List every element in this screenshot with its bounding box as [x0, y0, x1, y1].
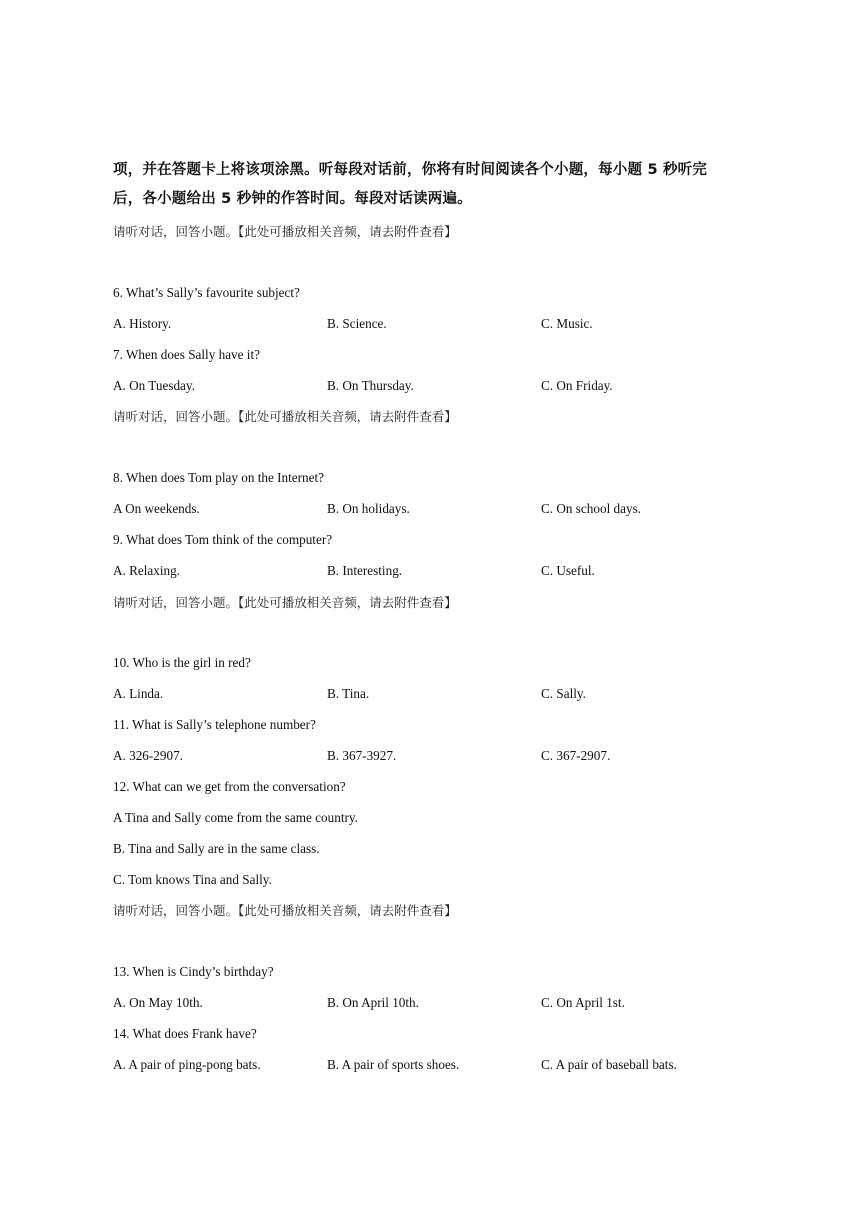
audio-note: 请听对话，回答小题。【此处可播放相关音频，请去附件查看】 [113, 224, 457, 239]
option-b: B. Tina and Sally are in the same class. [113, 841, 320, 856]
audio-note: 请听对话，回答小题。【此处可播放相关音频，请去附件查看】 [113, 903, 457, 918]
option-b: B. Tina. [327, 686, 370, 701]
question-13: 13. When is Cindy’s birthday? [113, 964, 274, 979]
option-b: B. On Thursday. [327, 378, 414, 393]
question-12: 12. What can we get from the conversation? [113, 779, 346, 794]
option-b: B. Interesting. [327, 563, 403, 578]
question-9: 9. What does Tom think of the computer? [113, 532, 333, 547]
option-c: C. Useful. [541, 563, 595, 578]
instruction-line-1: 项，并在答题卡上将该项涂黑。听每段对话前，你将有时间阅读各个小题，每小题 5 秒听完 [113, 162, 708, 178]
option-c: C. Tom knows Tina and Sally. [113, 872, 272, 887]
option-b: B. 367-3927. [327, 748, 397, 763]
option-c: C. On April 1st. [541, 995, 625, 1010]
question-7: 7. When does Sally have it? [113, 347, 260, 362]
option-b: B. On April 10th. [327, 995, 419, 1010]
option-c: C. A pair of baseball bats. [541, 1057, 677, 1072]
option-a: A. On May 10th. [113, 995, 203, 1010]
audio-note: 请听对话，回答小题。【此处可播放相关音频，请去附件查看】 [113, 409, 457, 424]
option-a: A Tina and Sally come from the same country. [113, 810, 358, 825]
question-10: 10. Who is the girl in red? [113, 655, 251, 670]
option-c: C. Sally. [541, 686, 586, 701]
option-a: A. Relaxing. [113, 563, 181, 578]
question-14: 14. What does Frank have? [113, 1026, 257, 1041]
option-c: C. On Friday. [541, 378, 613, 393]
option-a: A. On Tuesday. [113, 378, 195, 393]
option-a: A. Linda. [113, 686, 164, 701]
option-b: B. Science. [327, 316, 387, 331]
option-c: C. On school days. [541, 501, 642, 516]
audio-note: 请听对话，回答小题。【此处可播放相关音频，请去附件查看】 [113, 595, 457, 610]
question-8: 8. When does Tom play on the Internet? [113, 470, 324, 485]
question-11: 11. What is Sally’s telephone number? [113, 717, 316, 732]
option-c: C. 367-2907. [541, 748, 611, 763]
option-a: A. History. [113, 316, 172, 331]
option-c: C. Music. [541, 316, 593, 331]
instruction-line-2: 后，各小题给出 5 秒钟的作答时间。每段对话读两遍。 [113, 191, 472, 207]
question-6: 6. What’s Sally’s favourite subject? [113, 285, 300, 300]
option-a: A On weekends. [113, 501, 200, 516]
option-a: A. 326-2907. [113, 748, 183, 763]
option-b: B. A pair of sports shoes. [327, 1057, 460, 1072]
option-a: A. A pair of ping-pong bats. [113, 1057, 261, 1072]
section-instructions [113, 156, 773, 214]
option-b: B. On holidays. [327, 501, 410, 516]
